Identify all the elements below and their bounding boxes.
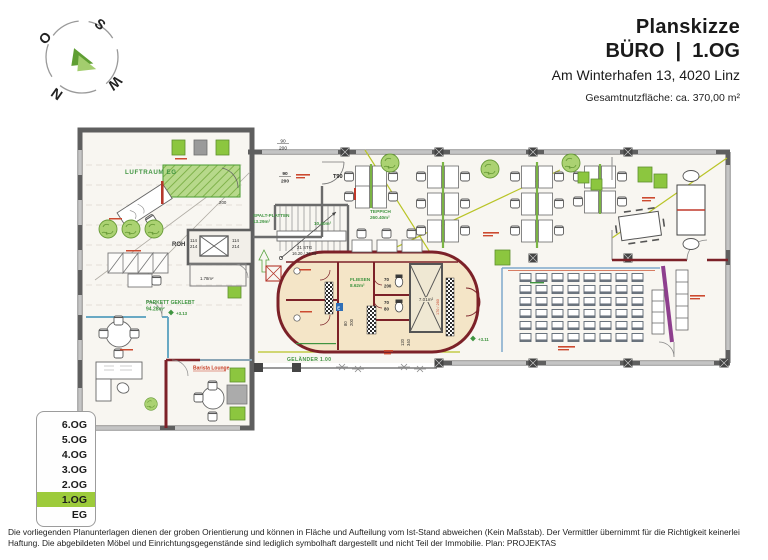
floor-item-4og[interactable]: 4.OG — [61, 448, 87, 461]
label-stair-area: 10.40m² — [314, 221, 332, 226]
compass-n: N — [47, 84, 66, 104]
svg-text:90: 90 — [280, 139, 286, 145]
label-teppich-area: 260.40m² — [370, 215, 390, 220]
label-spalt-area: 13.29m² — [253, 219, 271, 224]
wc-core — [278, 252, 480, 352]
label-teppich: TEPPICH — [370, 210, 391, 215]
svg-text:120: 120 — [400, 339, 405, 346]
svg-text:114: 114 — [190, 238, 197, 243]
floor-item-5og[interactable]: 5.OG — [61, 433, 87, 446]
label-parkett: PARKETT GEKLEBT — [146, 300, 195, 306]
compass-arrow — [70, 48, 100, 75]
label-spalt: SPALT-PLATTEN — [253, 213, 290, 218]
floor-item-6og[interactable]: 6.OG — [61, 418, 87, 431]
floor-item-1og-active[interactable]: 1.OG — [37, 492, 95, 507]
label-fliesen-area: 8.62m² — [350, 283, 365, 288]
label-level-311: +3.11 — [478, 337, 489, 342]
svg-text:80: 80 — [343, 321, 348, 326]
floor-item-2og[interactable]: 2.OG — [61, 478, 87, 491]
title-block — [552, 16, 740, 104]
seminar-area — [502, 268, 660, 352]
svg-text:200: 200 — [219, 200, 227, 205]
svg-text:90: 90 — [282, 172, 288, 177]
label-170-260: 170 / 260 — [436, 299, 440, 315]
svg-text:70: 70 — [384, 300, 389, 305]
label-parkett-area: 94.28m² — [146, 306, 165, 313]
compass-w: W — [104, 72, 126, 94]
terrace-railing — [254, 363, 437, 372]
disclaimer-text: Die vorliegenden Planunterlagen dienen der groben Orientierung und können in Fläche und Aufteilung vom Ist-Stand abweichen (Kein Maßstab). Der Vermittler übernimmt für die Richtigkeit keinerlei Haftung. Die abgebildeten Möbel und Einrichtungsgegenstände sind lediglich symbolhaft dargestellt und nicht Teil der Immobilie. Plan: PROJEKTAS — [8, 527, 740, 548]
svg-text:200: 200 — [384, 283, 392, 289]
label-room-178: 1.78m² — [200, 276, 214, 281]
page-title: Planskizze — [635, 16, 740, 38]
svg-text:340: 340 — [406, 339, 411, 346]
svg-text:214: 214 — [232, 244, 240, 249]
svg-text:200: 200 — [280, 179, 290, 185]
label-barista: Barista Lounge — [193, 365, 230, 372]
label-fliesen: FLIESEN — [350, 278, 371, 283]
page-subtitle: BÜRO | 1.OG — [605, 40, 740, 62]
label-roh: ROH — [172, 242, 186, 248]
compass — [26, 6, 138, 113]
svg-text:E: E — [337, 305, 340, 311]
compass-s: S — [91, 14, 110, 34]
total-area: Gesamtnutzfläche: ca. 370,00 m² — [585, 92, 740, 104]
label-stg: 21 STG — [297, 245, 313, 250]
floor-selector — [36, 411, 96, 527]
floor-item-eg[interactable]: EG — [71, 508, 87, 521]
svg-text:114: 114 — [232, 238, 239, 243]
svg-text:200: 200 — [349, 319, 354, 326]
label-lift-area: 7.01m² — [418, 297, 434, 302]
label-t90: T90 — [333, 174, 343, 180]
svg-text:70: 70 — [384, 277, 389, 282]
svg-text:200: 200 — [278, 146, 288, 152]
label-level-313: +3.13 — [176, 311, 188, 316]
label-stg-dims: 16.20 / 36.09 — [292, 251, 317, 256]
svg-text:214: 214 — [190, 244, 198, 249]
label-gelaender: GELÄNDER 1.00 — [287, 357, 332, 363]
label-luftraum: LUFTRAUM EG — [125, 169, 177, 176]
floor-item-3og[interactable]: 3.OG — [61, 463, 87, 476]
address: Am Winterhafen 13, 4020 Linz — [551, 67, 740, 83]
compass-e: O — [35, 28, 55, 48]
svg-text:80: 80 — [384, 306, 389, 312]
